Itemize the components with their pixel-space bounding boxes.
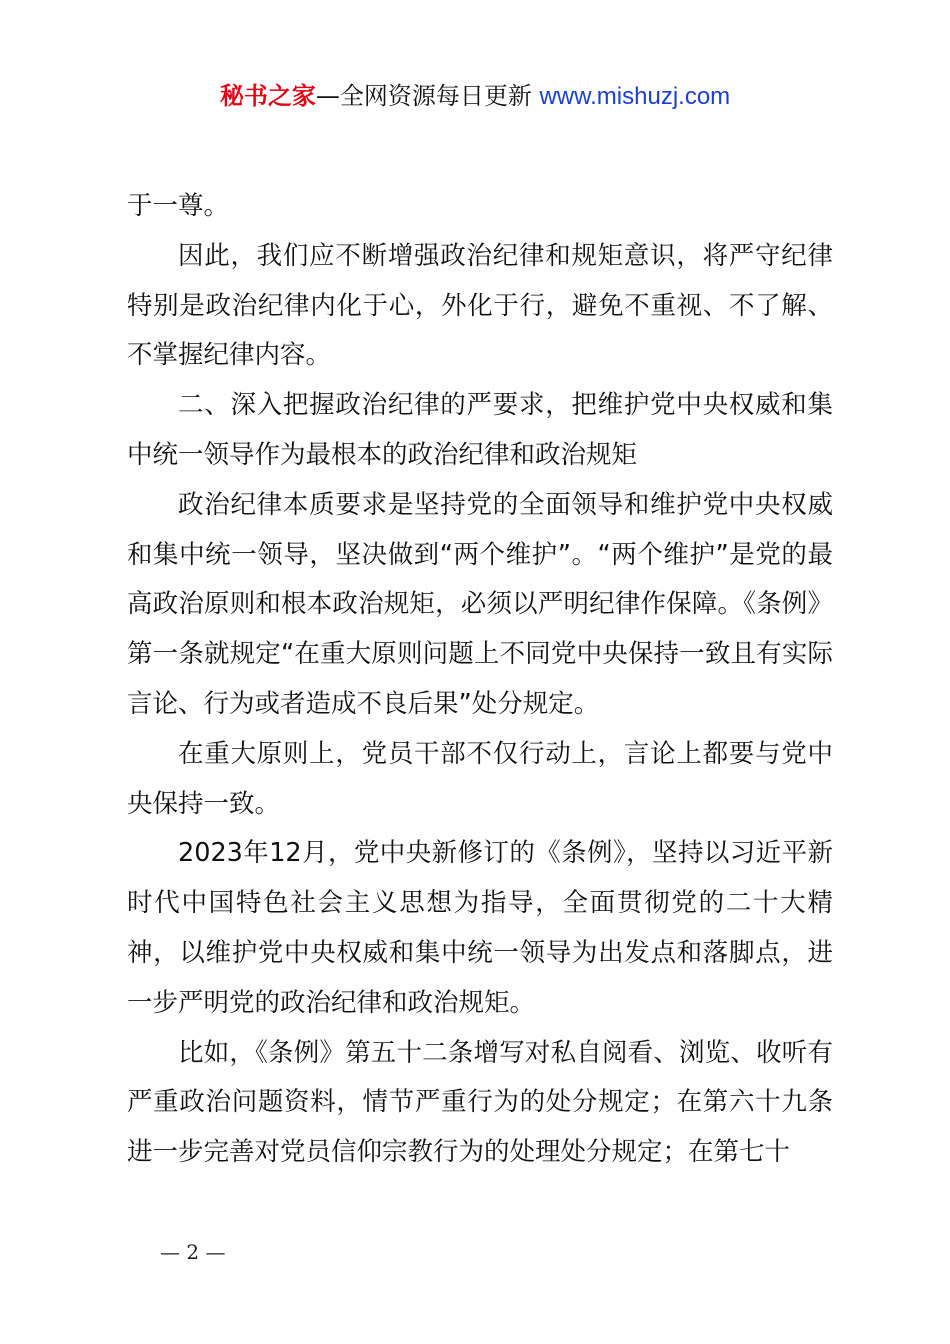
paragraph-continuation: 于一尊。 bbox=[127, 191, 230, 221]
page-number: — 2 — bbox=[160, 1240, 226, 1264]
paragraph: 2023年12月，党中央新修订的《条例》，坚持以习近平新时代中国特色社会主义思想为指导，全面贯彻党的二十大精神，以维护党中央权威和集中统一领导为出发点和落脚点，进一步严明党的政治纪律和政治规矩。 bbox=[127, 838, 833, 1018]
document-body bbox=[127, 182, 833, 1178]
paragraph: 政治纪律本质要求是坚持党的全面领导和维护党中央权威和集中统一领导，坚决做到“两个维护”。“两个维护”是党的最高政治原则和根本政治规矩，必须以严明纪律作保障。《条例》第一条就规定“在重大原则问题上不同党中央保持一致且有实际言论、行为或者造成不良后果”处分规定。 bbox=[127, 489, 833, 719]
section-heading: 二、深入把握政治纪律的严要求，把维护党中央权威和集中统一领导作为最根本的政治纪律和政治规矩 bbox=[127, 390, 833, 470]
site-url-link[interactable]: www.mishuzj.com bbox=[539, 83, 731, 110]
brand-name: 秘书之家 bbox=[219, 82, 316, 110]
paragraph: 在重大原则上，党员干部不仅行动上，言论上都要与党中央保持一致。 bbox=[127, 738, 833, 819]
page-header bbox=[0, 80, 950, 113]
paragraph: 因此，我们应不断增强政治纪律和规矩意识，将严守纪律特别是政治纪律内化于心，外化于行，避免不重视、不了解、不掌握纪律内容。 bbox=[127, 240, 833, 371]
paragraph: 比如，《条例》第五十二条增写对私自阅看、浏览、收听有严重政治问题资料，情节严重行为的处分规定；在第六十九条进一步完善对党员信仰宗教行为的处理处分规定；在第七十 bbox=[127, 1037, 833, 1168]
header-tagline: —全网资源每日更新 bbox=[315, 82, 532, 110]
